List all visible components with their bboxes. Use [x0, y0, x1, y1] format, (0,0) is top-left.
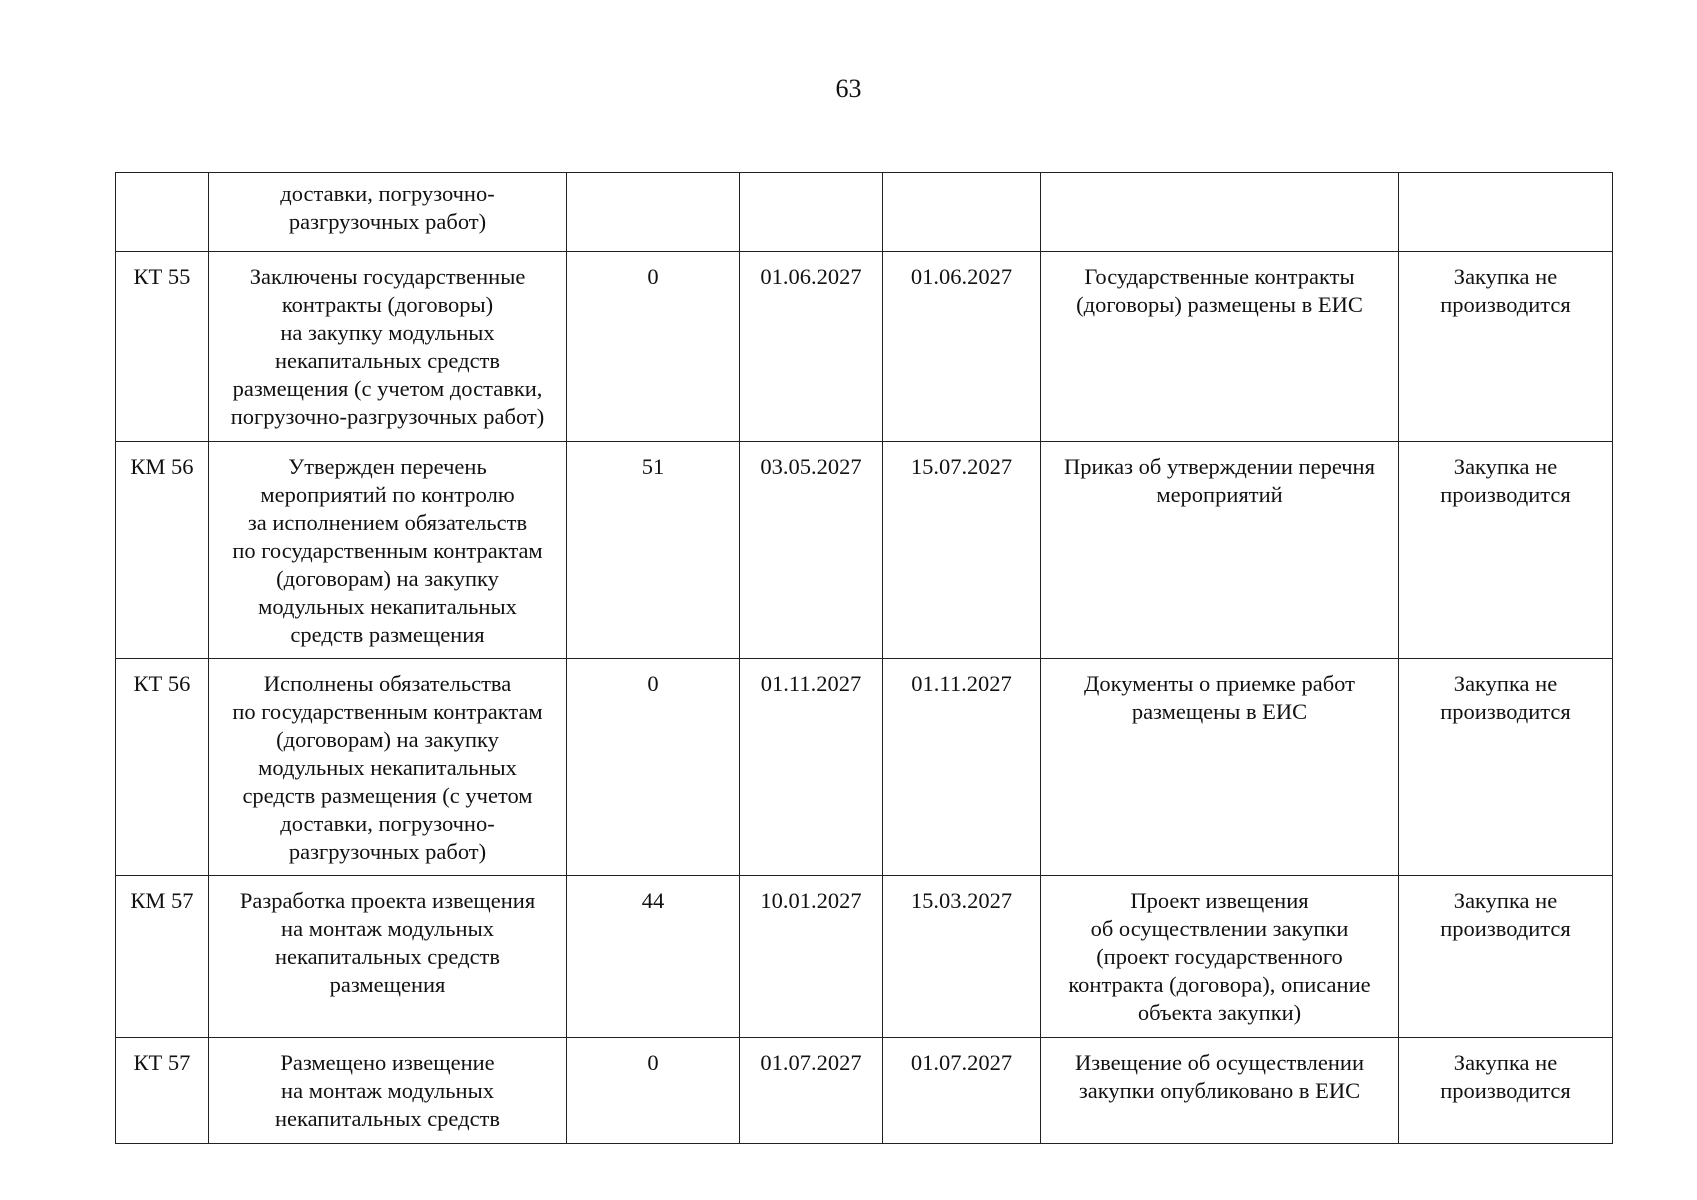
cell-note: Закупка не производится: [1399, 659, 1613, 876]
cell-code: КМ 56: [116, 442, 209, 659]
cell-end-date: 01.11.2027: [883, 659, 1041, 876]
table-row: [116, 173, 1613, 252]
cell-note: Закупка не производится: [1399, 876, 1613, 1038]
cell-document: Проект извещения об осуществлении закупки (проект государственного контракта (договора), описание объекта закупки): [1041, 876, 1399, 1038]
cell-code: КТ 55: [116, 252, 209, 442]
cell-duration: 44: [567, 876, 740, 1038]
cell-note: Закупка не производится: [1399, 252, 1613, 442]
cell-end-date: 15.07.2027: [883, 442, 1041, 659]
cell-name: Утвержден перечень мероприятий по контролю за исполнением обязательств по государственным контрактам (договорам) на закупку модульных некапитальных средств размещения: [209, 442, 567, 659]
cell-start-date: 03.05.2027: [740, 442, 883, 659]
cell-duration: 0: [567, 252, 740, 442]
milestones-table: [115, 172, 1613, 1144]
table-row: [116, 876, 1613, 1038]
cell-note: Закупка не производится: [1399, 1038, 1613, 1144]
page-number: 63: [835, 74, 862, 103]
cell-start-date: 01.06.2027: [740, 252, 883, 442]
cell-start-date: 01.11.2027: [740, 659, 883, 876]
cell-code: КТ 57: [116, 1038, 209, 1144]
cell-duration: [567, 173, 740, 252]
cell-name: Разработка проекта извещения на монтаж модульных некапитальных средств размещения: [209, 876, 567, 1038]
cell-note: Закупка не производится: [1399, 442, 1613, 659]
cell-document: Приказ об утверждении перечня мероприятий: [1041, 442, 1399, 659]
cell-end-date: 01.06.2027: [883, 252, 1041, 442]
cell-end-date: [883, 173, 1041, 252]
table-row: [116, 252, 1613, 442]
cell-duration: 51: [567, 442, 740, 659]
cell-duration: 0: [567, 659, 740, 876]
cell-name: доставки, погрузочно- разгрузочных работ): [209, 173, 567, 252]
cell-code: КМ 57: [116, 876, 209, 1038]
table-row: [116, 442, 1613, 659]
table-row: [116, 1038, 1613, 1144]
cell-name: Размещено извещение на монтаж модульных некапитальных средств: [209, 1038, 567, 1144]
cell-document: Документы о приемке работ размещены в ЕИС: [1041, 659, 1399, 876]
cell-code: КТ 56: [116, 659, 209, 876]
cell-start-date: 01.07.2027: [740, 1038, 883, 1144]
cell-start-date: [740, 173, 883, 252]
cell-document: Извещение об осуществлении закупки опубликовано в ЕИС: [1041, 1038, 1399, 1144]
table-row: [116, 659, 1613, 876]
cell-name: Исполнены обязательства по государственным контрактам (договорам) на закупку модульных некапитальных средств размещения (с учетом доставки, погрузочно- разгрузочных работ): [209, 659, 567, 876]
cell-end-date: 15.03.2027: [883, 876, 1041, 1038]
cell-duration: 0: [567, 1038, 740, 1144]
cell-note: [1399, 173, 1613, 252]
cell-name: Заключены государственные контракты (договоры) на закупку модульных некапитальных средств размещения (с учетом доставки, погрузочно-разгрузочных работ): [209, 252, 567, 442]
cell-document: Государственные контракты (договоры) размещены в ЕИС: [1041, 252, 1399, 442]
cell-end-date: 01.07.2027: [883, 1038, 1041, 1144]
cell-code: [116, 173, 209, 252]
cell-start-date: 10.01.2027: [740, 876, 883, 1038]
cell-document: [1041, 173, 1399, 252]
